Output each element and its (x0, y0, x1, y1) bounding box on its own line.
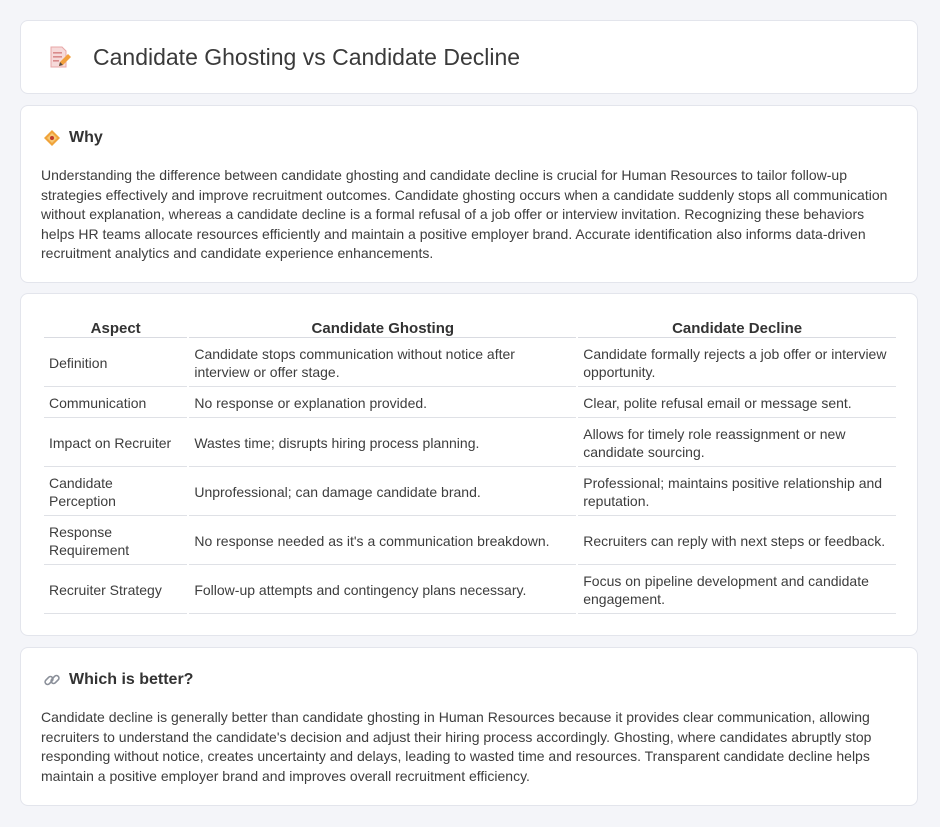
row-aspect: Response Requirement (44, 518, 187, 565)
row-decline: Professional; maintains positive relationship and reputation. (578, 469, 896, 516)
row-ghosting: Wastes time; disrupts hiring process planning. (189, 420, 576, 467)
row-decline: Focus on pipeline development and candidate engagement. (578, 567, 896, 614)
page-title: Candidate Ghosting vs Candidate Decline (93, 43, 521, 70)
title-card (20, 20, 918, 94)
row-ghosting: No response needed as it's a communication breakdown. (189, 518, 576, 565)
row-decline: Recruiters can reply with next steps or feedback. (578, 518, 896, 565)
table-row (44, 518, 896, 565)
why-text: Understanding the difference between candidate ghosting and candidate decline is crucial for Human Resources to tailor follow-up strategies effectively and improve recruitment outcomes. Candidate ghosting occurs when a candidate suddenly stops all communication without explanation, whereas a candidate decline is a formal refusal of a job offer or interview invitation. Recognizing these behaviors helps HR teams allocate resources efficiently and maintain a positive employer brand. Accurate identification also informs data-driven recruitment analytics and candidate experience enhancements. (41, 167, 888, 262)
link-icon (43, 671, 61, 689)
why-heading: Why (69, 129, 103, 146)
header-ghosting: Candidate Ghosting (189, 317, 576, 338)
header-aspect: Aspect (44, 317, 187, 338)
row-aspect: Recruiter Strategy (44, 567, 187, 614)
diamond-icon (43, 129, 61, 147)
table-header-row (44, 317, 896, 338)
table-row (44, 420, 896, 467)
row-ghosting: Candidate stops communication without notice after interview or offer stage. (189, 340, 576, 387)
better-text: Candidate decline is generally better than candidate ghosting in Human Resources because it provides clear communication, allowing recruiters to understand the candidate's decision and adjust their hiring process accordingly. Ghosting, where candidates abruptly stop responding without notice, creates uncertainty and delays, leading to wasted time and resources. Transparent candidate decline helps maintain a positive employer brand and improves overall recruitment efficiency. (41, 709, 872, 784)
row-aspect: Candidate Perception (44, 469, 187, 516)
why-section (20, 105, 918, 283)
table-row (44, 340, 896, 387)
table-row (44, 469, 896, 516)
row-ghosting: Unprofessional; can damage candidate brand. (189, 469, 576, 516)
table-row (44, 389, 896, 418)
header-decline: Candidate Decline (578, 317, 896, 338)
table-row (44, 567, 896, 614)
row-aspect: Impact on Recruiter (44, 420, 187, 467)
which-is-better-section (20, 647, 918, 806)
comparison-table-card (20, 293, 918, 636)
comparison-table (42, 315, 898, 616)
row-aspect: Definition (44, 340, 187, 387)
row-ghosting: Follow-up attempts and contingency plans necessary. (189, 567, 576, 614)
row-decline: Allows for timely role reassignment or new candidate sourcing. (578, 420, 896, 467)
row-ghosting: No response or explanation provided. (189, 389, 576, 418)
better-heading: Which is better? (69, 671, 194, 688)
row-aspect: Communication (44, 389, 187, 418)
row-decline: Candidate formally rejects a job offer or interview opportunity. (578, 340, 896, 387)
document-pencil-icon (47, 45, 71, 69)
row-decline: Clear, polite refusal email or message sent. (578, 389, 896, 418)
